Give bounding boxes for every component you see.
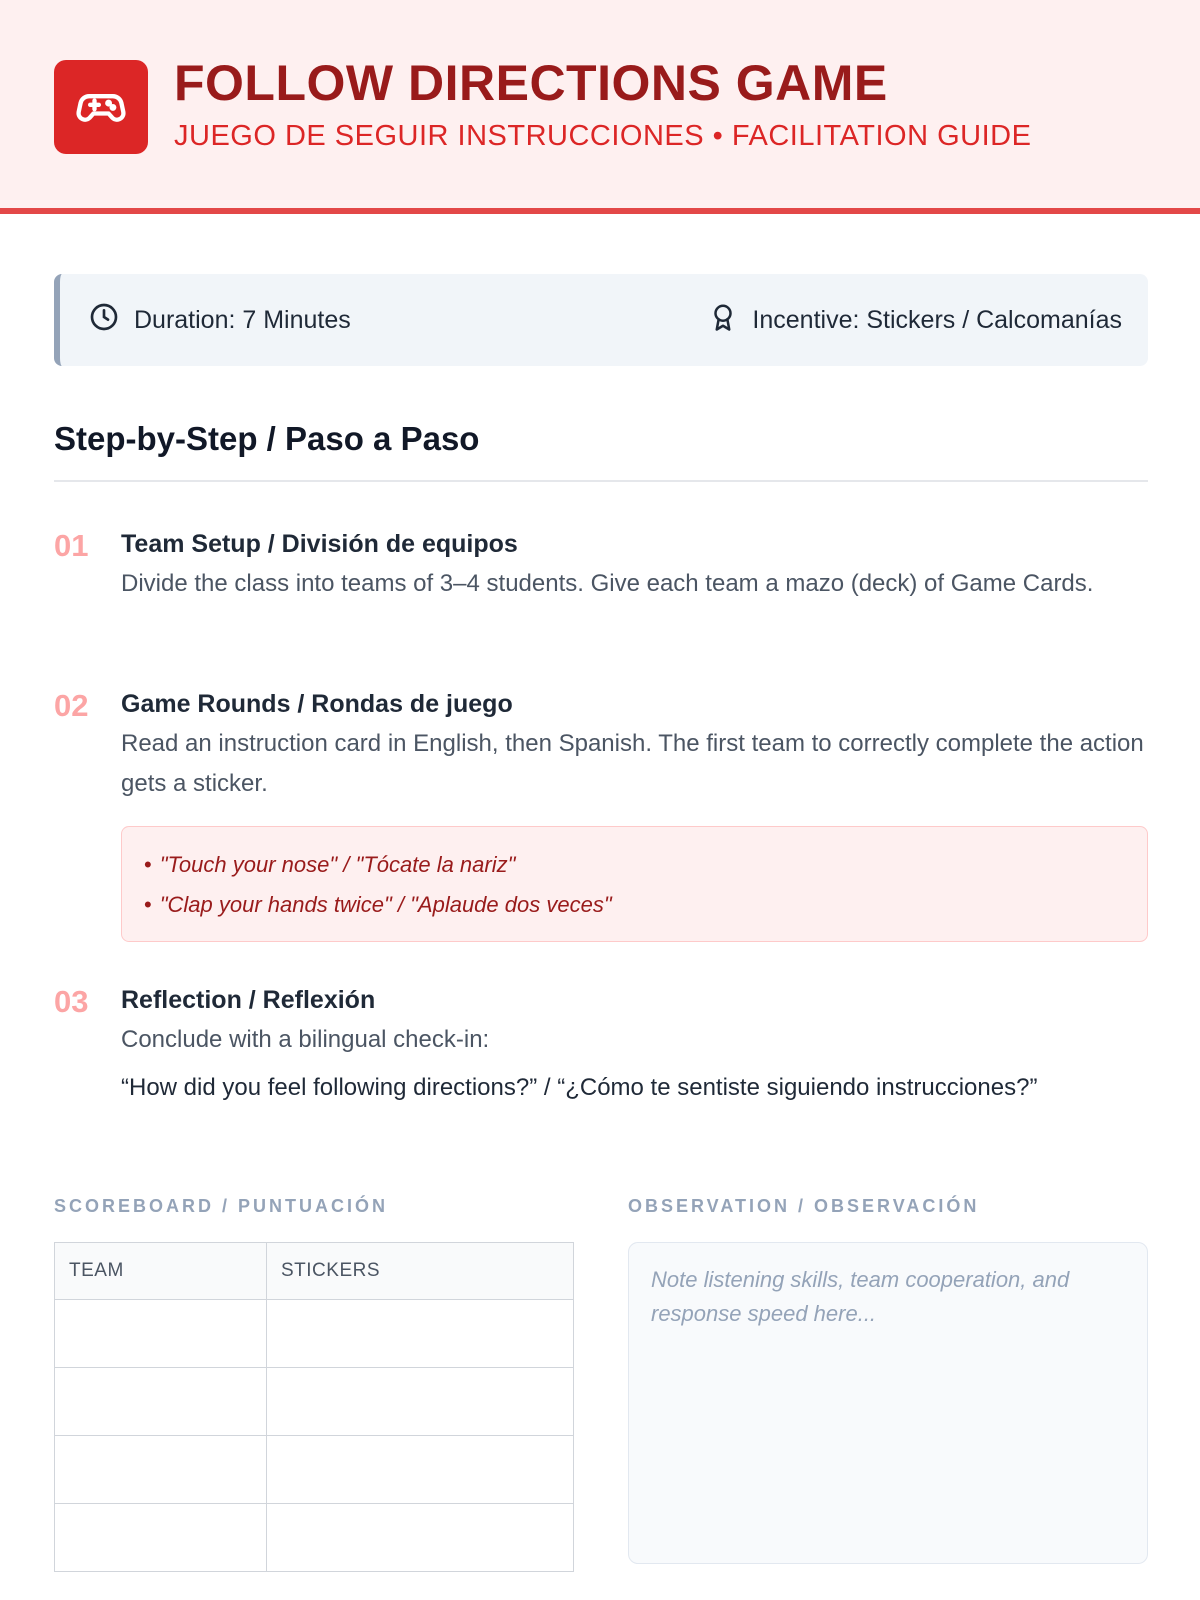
observation-label: OBSERVATION / OBSERVACIÓN [628,1196,980,1216]
step-text: Conclude with a bilingual check-in: [121,1026,490,1053]
page-subtitle: JUEGO DE SEGUIR INSTRUCCIONES • FACILITATION GUIDE [174,120,1032,152]
table-row [55,1300,574,1368]
stickers-cell[interactable] [267,1504,574,1572]
reflection-question: “How did you feel following directions?” / “¿Cómo te sentiste siguiendo instrucciones?” [121,1074,1038,1101]
clock-icon [88,301,134,340]
step-title: Team Setup / División de equipos [121,530,518,558]
gamepad-icon [54,60,148,154]
step-title: Game Rounds / Rondas de juego [121,690,513,718]
stickers-cell[interactable] [267,1300,574,1368]
team-cell[interactable] [55,1436,267,1504]
stickers-cell[interactable] [267,1436,574,1504]
step-number: 03 [54,984,89,1019]
step-number: 02 [54,688,89,723]
example-item: • "Clap your hands twice" / "Aplaude dos veces" [144,885,1123,925]
team-cell[interactable] [55,1368,267,1436]
section-divider [54,480,1148,482]
team-cell[interactable] [55,1504,267,1572]
table-row [55,1368,574,1436]
table-row [55,1504,574,1572]
table-row [55,1436,574,1504]
table-header-row [55,1243,574,1300]
award-ribbon-icon [708,301,752,340]
observation-placeholder: Note listening skills, team cooperation, and response speed here... [651,1267,1070,1326]
section-title: Step-by-Step / Paso a Paso [54,420,480,457]
incentive-info [708,274,1122,366]
column-header-team: TEAM [55,1243,267,1300]
duration-info [88,274,351,366]
stickers-cell[interactable] [267,1368,574,1436]
step-text: Read an instruction card in English, then Spanish. The first team to correctly complete the action gets a sticker. [121,730,1144,797]
incentive-label: Incentive: Stickers / Calcomanías [752,305,1122,334]
activity-info-bar [54,274,1148,366]
column-header-stickers: STICKERS [267,1243,574,1300]
team-cell[interactable] [55,1300,267,1368]
example-instructions [121,826,1148,942]
step-text: Divide the class into teams of 3–4 students. Give each team a mazo (deck) of Game Cards. [121,570,1094,597]
duration-label: Duration: 7 Minutes [134,305,351,334]
scoreboard-table [54,1242,574,1572]
example-item: • "Touch your nose" / "Tócate la nariz" [144,845,1123,885]
page-title: FOLLOW DIRECTIONS GAME [174,55,888,111]
observation-notes-field[interactable] [628,1242,1148,1564]
page-header [0,0,1200,214]
step-number: 01 [54,528,89,563]
step-title: Reflection / Reflexión [121,986,376,1014]
scoreboard-label: SCOREBOARD / PUNTUACIÓN [54,1196,389,1216]
